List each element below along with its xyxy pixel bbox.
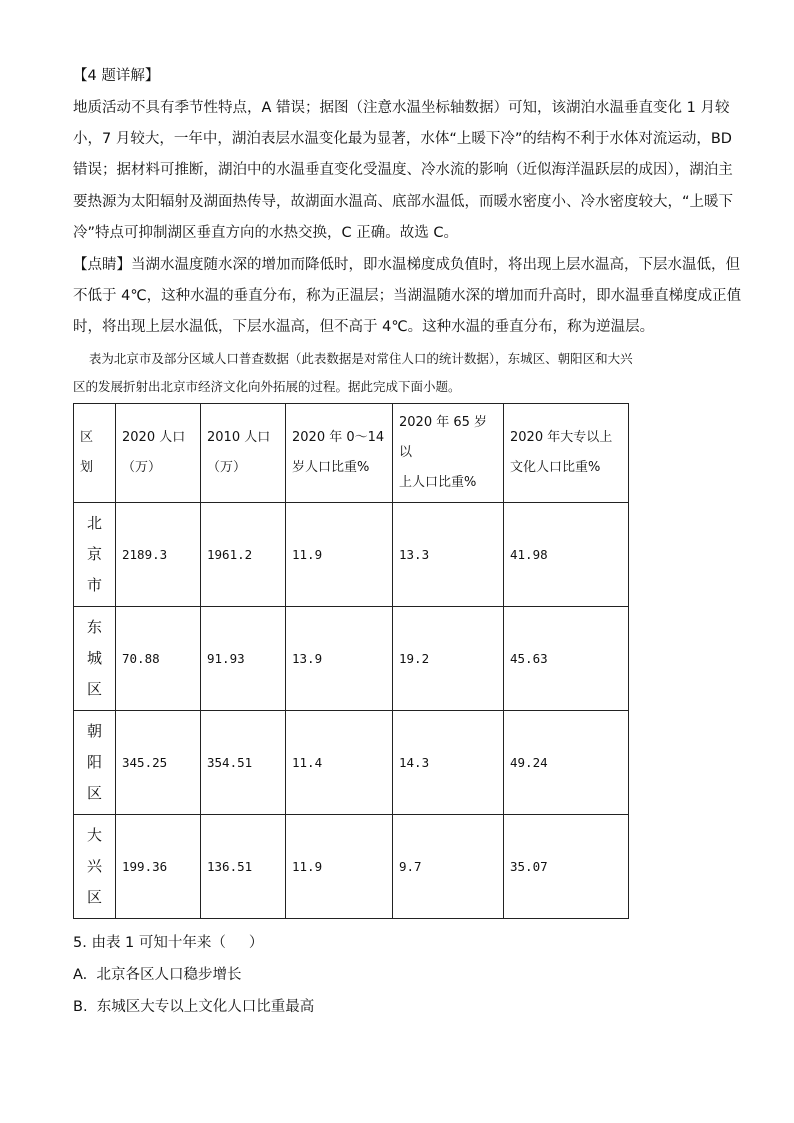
- table-cell: 70.88: [116, 607, 201, 711]
- explanation-line: 冷”特点可抑制湖区垂直方向的水热交换，C 正确。故选 C。: [73, 225, 458, 241]
- intro-line: 表为北京市及部分区域人口普查数据（此表数据是对常住人口的统计数据），东城区、朝阳区和大兴: [73, 351, 633, 366]
- table-cell: 354.51: [201, 711, 286, 815]
- explanation-line: 错误；据材料可推断，湖泊中的水温垂直变化受温度、冷水流的影响（近似海洋温跃层的成因），湖泊主: [73, 162, 733, 178]
- option-a: A. 北京各区人口稳步增长: [73, 967, 242, 983]
- region-cell: 朝 阳 区: [74, 711, 116, 815]
- table-cell: 11.9: [286, 503, 393, 607]
- table-cell: 136.51: [201, 815, 286, 919]
- intro-line: 区的发展折射出北京市经济文化向外拓展的过程。据此完成下面小题。: [73, 379, 461, 394]
- table-header-row: [74, 404, 629, 503]
- table-cell: 14.3: [393, 711, 504, 815]
- tip-line: 【点睛】当湖水温度随水深的增加而降低时，即水温梯度成负值时，将出现上层水温高，下层水温低，但: [73, 257, 740, 273]
- table-cell: 9.7: [393, 815, 504, 919]
- option-b: B. 东城区大专以上文化人口比重最高: [73, 999, 315, 1015]
- table-cell: 13.3: [393, 503, 504, 607]
- table-cell: 13.9: [286, 607, 393, 711]
- table-cell: 345.25: [116, 711, 201, 815]
- explanation-line: 要热源为太阳辐射及湖面热传导，故湖面水温高、底部水温低，而暖水密度小、冷水密度较大，“上暖下: [73, 194, 734, 210]
- population-table: [73, 403, 629, 919]
- table-row: [74, 503, 629, 607]
- tip-line: 时，将出现上层水温低，下层水温高，但不高于 4℃。这种水温的垂直分布，称为逆温层。: [73, 319, 655, 335]
- table-cell: 49.24: [504, 711, 629, 815]
- region-cell: 大 兴 区: [74, 815, 116, 919]
- region-cell: 东 城 区: [74, 607, 116, 711]
- table-cell: 19.2: [393, 607, 504, 711]
- explanation-line: 地质活动不具有季节性特点，A 错误；据图（注意水温坐标轴数据）可知，该湖泊水温垂直变化 1 月较: [73, 100, 730, 116]
- table-cell: 41.98: [504, 503, 629, 607]
- table-row: [74, 815, 629, 919]
- table-cell: 35.07: [504, 815, 629, 919]
- question-stem: 5. 由表 1 可知十年来（ ）: [73, 935, 264, 951]
- explanation-heading: 【4 题详解】: [73, 68, 160, 84]
- tip-line: 不低于 4℃，这种水温的垂直分布，称为正温层；当湖温随水深的增加而升高时，即水温垂直梯度成正值: [73, 288, 742, 304]
- table-row: [74, 711, 629, 815]
- header-cell: 2020 年 65 岁以 上人口比重%: [393, 404, 504, 503]
- header-cell: 2020 人口 （万）: [116, 404, 201, 503]
- explanation-line: 小，7 月较大，一年中，湖泊表层水温变化最为显著，水体“上暖下冷”的结构不利于水体对流运动，BD: [73, 131, 732, 147]
- region-cell: 北 京 市: [74, 503, 116, 607]
- header-cell: 2020 年 0～14 岁人口比重%: [286, 404, 393, 503]
- header-cell: 2010 人口 （万）: [201, 404, 286, 503]
- header-cell: 2020 年大专以上 文化人口比重%: [504, 404, 629, 503]
- table-row: [74, 607, 629, 711]
- table-cell: 2189.3: [116, 503, 201, 607]
- table-cell: 11.9: [286, 815, 393, 919]
- header-cell: 区 划: [74, 404, 116, 503]
- table-cell: 1961.2: [201, 503, 286, 607]
- table-cell: 11.4: [286, 711, 393, 815]
- table-cell: 45.63: [504, 607, 629, 711]
- table-cell: 199.36: [116, 815, 201, 919]
- table-cell: 91.93: [201, 607, 286, 711]
